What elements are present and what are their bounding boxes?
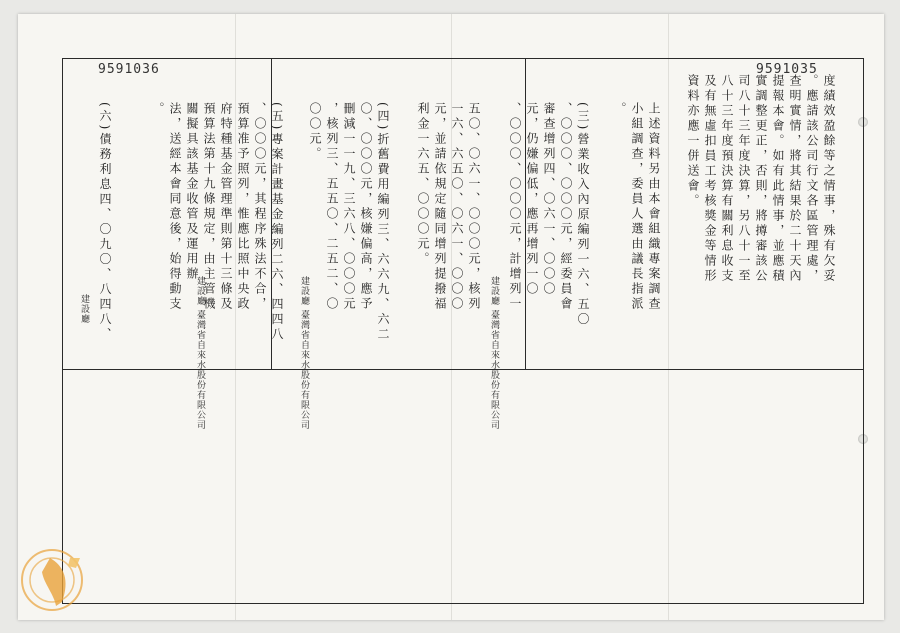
org-label: 建設廳 臺灣省自來水股份有限公司 [299,276,309,430]
doc-number-right: 9591035 [756,62,818,77]
text-column: 及有無虛扣員工考核獎金等情形 [703,74,717,284]
text-column: 利金一六五、〇〇〇元。 [416,102,430,267]
text-column: 〇〇元。 [308,102,322,162]
text-column: 。 [613,102,627,117]
text-column: 小組調查，委員人選由議長指派 [630,102,644,312]
org-label: 建設廳 臺灣省自來水股份有限公司 [489,276,499,430]
text-column: (六)債務利息四、〇九〇、八四八、 [98,102,112,343]
text-column: 關擬具該基金收管及運用辦 [185,102,199,282]
text-column: 、〇〇〇、〇〇〇元，計增列一 [508,102,522,312]
text-column: 審查增列四、〇六一、〇〇〇 [542,102,556,297]
text-column: 法，送經本會同意後，始得動支 [168,102,182,312]
text-column: 提報本會。如有此情事，並應積 [771,74,785,284]
text-column: 元，仍嫌偏低，應再增列一〇 [525,102,539,297]
document-sheet [18,14,884,620]
org-label: 建設廳 [79,294,89,324]
doc-number-left: 9591036 [98,62,160,77]
text-column: 預算准予照列，惟應比照中央政 [236,102,250,312]
row-divider [63,369,863,370]
text-column: 度績效盈餘等之情事，殊有欠妥 [822,74,836,284]
text-column: 。 [151,102,165,117]
text-column: 資料亦應一併送會。 [686,74,700,209]
text-column: 八十三年度預決算有關利息收支 [720,74,734,284]
text-column: 〇、〇〇〇元，核嫌偏高，應予 [359,102,373,312]
text-column: 。應請該公司行文各區管理處， [805,74,819,284]
text-column: 、〇〇〇元，其程序殊法不合， [253,102,267,312]
text-column: 五〇、〇六一、〇〇〇元，核列 [467,102,481,312]
text-column: 刪減一一九、三六八、〇〇〇元 [342,102,356,312]
text-column: 實調整更正，否則，將撙審該公 [754,74,768,284]
text-column: 一六、六五〇、〇六一、〇〇〇 [450,102,464,312]
text-column: ，核列三、五五〇、二五二、〇 [325,102,339,312]
text-column: 府特種基金管理準則第十三條及 [219,102,233,312]
org-label: 建設廳 臺灣省自來水股份有限公司 [195,276,205,430]
text-column: (三)營業收入內原編列一六、五〇 [576,102,590,328]
text-column: (四)折舊費用編列三、六六九、六二 [376,102,390,343]
text-column: 查明實情，將其結果於二十天內 [788,74,802,284]
text-column: 元，並請依規定隨同增列提撥福 [433,102,447,312]
text-column: 司八十三年度決算，另八十一至 [737,74,751,284]
text-column: 上述資料另由本會組織專案調查 [647,102,661,312]
text-column: 、〇〇〇、〇〇〇元，經委員會 [559,102,573,312]
text-column: 預算法第十九條規定，由主管機 [202,102,216,312]
text-column: (五)專案計畫基金編列二六、四四八 [270,102,284,343]
archive-logo-icon [20,540,100,624]
